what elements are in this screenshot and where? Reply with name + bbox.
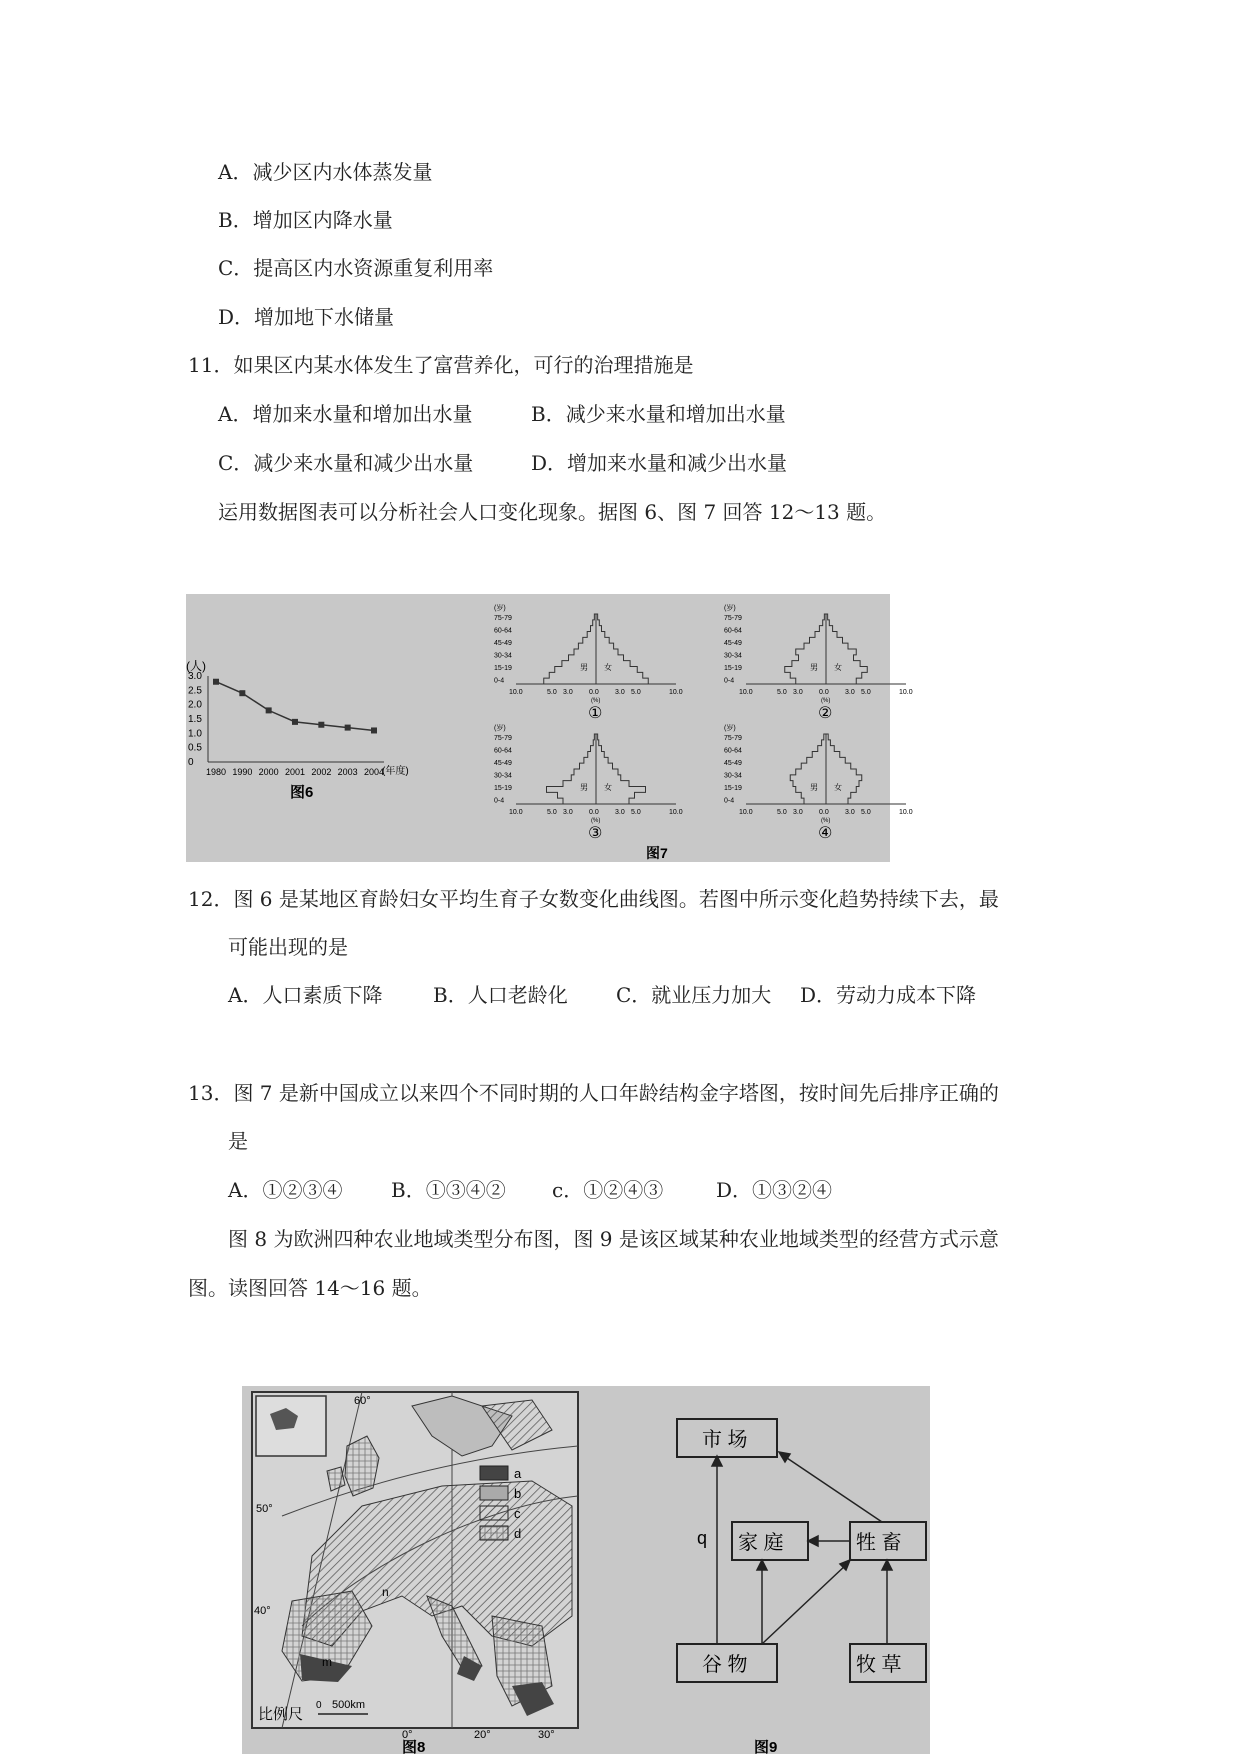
fig7-male-label: 男 bbox=[810, 783, 818, 792]
scale-zero: 0 bbox=[316, 1700, 322, 1711]
fig6-ytick: 1.0 bbox=[188, 728, 202, 740]
fig6-xtick: 2001 bbox=[285, 767, 306, 777]
fig7-female-outline bbox=[826, 614, 867, 684]
q11-stem: 11．如果区内某水体发生了富营养化，可行的治理措施是 bbox=[188, 353, 694, 377]
fig7-x-tick: 5.0 bbox=[631, 809, 641, 816]
fig7-pct-unit: (%) bbox=[821, 818, 831, 824]
q12-option-d: D．劳动力成本下降 bbox=[800, 983, 977, 1007]
fig6-point bbox=[213, 679, 219, 685]
q13-option-b: B．①③④② bbox=[391, 1178, 506, 1202]
fig7-x-tick: 0.0 bbox=[819, 809, 829, 816]
fig7-x-tick: 3.0 bbox=[793, 809, 803, 816]
fig7-male-label: 男 bbox=[580, 783, 588, 792]
fig6-x-unit: (年度) bbox=[382, 766, 409, 777]
legend-d: d bbox=[514, 1526, 522, 1541]
fig6-xtick: 1980 bbox=[206, 767, 227, 777]
fig7-age-tick: 0-4 bbox=[494, 797, 505, 805]
fig7-x-tick: 5.0 bbox=[547, 809, 557, 816]
fig7-female-label: 女 bbox=[604, 663, 612, 672]
q11-option-d: D．增加来水量和减少出水量 bbox=[531, 451, 788, 475]
fig7-age-tick: 0-4 bbox=[724, 797, 735, 805]
fig7-age-tick: 60-64 bbox=[724, 627, 742, 635]
fig7-age-unit: (岁) bbox=[494, 725, 506, 732]
fig6-ytick: 2.0 bbox=[188, 699, 202, 711]
q13-stem-line2: 是 bbox=[228, 1129, 248, 1153]
figure-8-9-panel bbox=[242, 1386, 930, 1754]
q11-option-c: C．减少来水量和减少出水量 bbox=[218, 451, 474, 475]
fig7-label-4: ④ bbox=[818, 825, 833, 842]
fig7-x-tick: 0.0 bbox=[589, 809, 599, 816]
fig7-x-tick: 5.0 bbox=[777, 809, 787, 816]
fig6-point bbox=[345, 725, 351, 731]
intro-14-16-line1: 图 8 为欧洲四种农业地域类型分布图，图 9 是该区域某种农业地域类型的经营方式示意 bbox=[228, 1227, 999, 1251]
lon-20: 20° bbox=[474, 1729, 491, 1741]
q10-option-d: D．增加地下水储量 bbox=[218, 305, 395, 329]
q12-option-a: A．人口素质下降 bbox=[228, 983, 383, 1007]
fig7-x-tick: 3.0 bbox=[615, 809, 625, 816]
fig7-x-tick: 3.0 bbox=[845, 689, 855, 696]
fig7-age-tick: 15-19 bbox=[494, 665, 512, 672]
lat-50: 50° bbox=[256, 1503, 273, 1515]
fig6-xtick: 2003 bbox=[337, 767, 358, 777]
fig6-unit-label: (人) bbox=[186, 659, 206, 673]
fig7-female-label: 女 bbox=[834, 663, 842, 672]
fig7-age-tick: 0-4 bbox=[494, 677, 505, 685]
lon-0: 0° bbox=[402, 1729, 413, 1741]
fig7-male-label: 男 bbox=[580, 663, 588, 672]
q12-stem-line1: 12．图 6 是某地区育龄妇女平均生育子女数变化曲线图。若图中所示变化趋势持续下去，最 bbox=[188, 887, 999, 911]
q10-option-c: C．提高区内水资源重复利用率 bbox=[218, 256, 494, 280]
box-market-label: 市 场 bbox=[702, 1429, 748, 1451]
box-family-label: 家 庭 bbox=[738, 1532, 784, 1554]
fig6-ytick: 0 bbox=[188, 757, 194, 768]
q11-option-b: B．减少来水量和增加出水量 bbox=[531, 402, 786, 426]
legend-a: a bbox=[514, 1466, 522, 1481]
fig7-age-tick: 0-4 bbox=[724, 677, 735, 685]
fig7-male-outline bbox=[790, 734, 826, 804]
fig7-age-tick: 45-49 bbox=[724, 640, 742, 647]
fig7-age-tick: 45-49 bbox=[494, 760, 512, 767]
q12-option-b: B．人口老龄化 bbox=[433, 983, 568, 1007]
fig7-x-tick: 10.0 bbox=[899, 689, 913, 696]
fig7-age-unit: (岁) bbox=[724, 605, 736, 612]
fig7-x-tick: 0.0 bbox=[819, 689, 829, 696]
fig7-pct-unit: (%) bbox=[591, 818, 601, 824]
intro-14-16-line2: 图。读图回答 14～16 题。 bbox=[188, 1276, 432, 1300]
box-grain-label: 谷 物 bbox=[702, 1654, 748, 1676]
fig7-age-tick: 30-34 bbox=[494, 652, 512, 660]
fig7-pyramid-4 bbox=[724, 723, 913, 842]
fig7-male-outline bbox=[785, 614, 826, 684]
fig7-male-outline bbox=[547, 734, 597, 804]
fig7-x-tick: 5.0 bbox=[861, 689, 871, 696]
fig7-x-tick: 5.0 bbox=[631, 689, 641, 696]
fig7-age-tick: 75-79 bbox=[494, 735, 512, 742]
fig6-point bbox=[371, 727, 377, 733]
lon-30: 30° bbox=[538, 1729, 555, 1741]
fig6-xtick: 2000 bbox=[258, 767, 279, 777]
fig6-point bbox=[292, 719, 298, 725]
fig7-age-tick: 15-19 bbox=[724, 665, 742, 672]
fig6-point bbox=[266, 707, 272, 713]
fig6-point bbox=[318, 722, 324, 728]
fig7-x-tick: 3.0 bbox=[615, 689, 625, 696]
q12-option-c: C．就业压力加大 bbox=[616, 983, 772, 1007]
fig7-age-unit: (岁) bbox=[494, 605, 506, 612]
fig7-x-tick: 3.0 bbox=[793, 689, 803, 696]
fig8-caption: 图8 bbox=[402, 1739, 426, 1756]
box-forage-label: 牧 草 bbox=[856, 1654, 902, 1676]
fig7-pct-unit: (%) bbox=[591, 698, 601, 704]
fig7-x-tick: 0.0 bbox=[589, 689, 599, 696]
fig9-diagram bbox=[677, 1419, 926, 1756]
place-mark-m: m bbox=[322, 1655, 332, 1669]
q13-option-d: D．①③②④ bbox=[716, 1178, 833, 1202]
q12-stem-line2: 可能出现的是 bbox=[228, 935, 348, 959]
fig6-ytick: 0.5 bbox=[188, 742, 202, 754]
fig7-female-outline bbox=[596, 614, 648, 684]
fig7-female-label: 女 bbox=[834, 783, 842, 792]
fig7-age-tick: 60-64 bbox=[494, 627, 512, 635]
fig7-caption: 图7 bbox=[646, 845, 668, 861]
fig7-age-tick: 75-79 bbox=[494, 615, 512, 622]
fig7-x-tick: 10.0 bbox=[739, 809, 753, 816]
fig7-age-tick: 75-79 bbox=[724, 615, 742, 622]
fig9-caption: 图9 bbox=[754, 1739, 778, 1756]
fig7-age-tick: 15-19 bbox=[724, 785, 742, 792]
fig7-age-tick: 30-34 bbox=[724, 652, 742, 660]
fig7-label-3: ③ bbox=[588, 825, 603, 842]
fig7-female-outline bbox=[596, 734, 646, 804]
fig7-x-tick: 10.0 bbox=[509, 809, 523, 816]
fig7-label-2: ② bbox=[818, 705, 833, 722]
fig7-age-tick: 45-49 bbox=[494, 640, 512, 647]
q13-option-c: c．①②④③ bbox=[552, 1178, 664, 1202]
fig6-point bbox=[239, 690, 245, 696]
fig7-x-tick: 5.0 bbox=[861, 809, 871, 816]
fig6-ytick: 1.5 bbox=[188, 714, 202, 725]
fig7-x-tick: 3.0 bbox=[845, 809, 855, 816]
fig7-age-tick: 45-49 bbox=[724, 760, 742, 767]
q13-stem-line1: 13．图 7 是新中国成立以来四个不同时期的人口年龄结构金字塔图，按时间先后排序正确的 bbox=[188, 1081, 999, 1105]
fig6-ytick: 2.5 bbox=[188, 685, 202, 697]
legend-c: c bbox=[514, 1506, 521, 1521]
intro-12-13: 运用数据图表可以分析社会人口变化现象。据图 6、图 7 回答 12～13 题。 bbox=[218, 500, 887, 524]
fig7-x-tick: 10.0 bbox=[669, 689, 683, 696]
lat-40: 40° bbox=[254, 1605, 271, 1617]
fig6-ytick: 3.0 bbox=[188, 671, 202, 682]
fig6-xtick: 1990 bbox=[232, 767, 253, 777]
figure-6-7-panel bbox=[186, 594, 913, 862]
fig7-x-tick: 10.0 bbox=[899, 809, 913, 816]
fig7-x-tick: 5.0 bbox=[777, 689, 787, 696]
fig6-xtick: 2002 bbox=[311, 767, 332, 777]
fig7-age-tick: 15-19 bbox=[494, 785, 512, 792]
scale-value: 500km bbox=[332, 1699, 366, 1711]
fig7-pyramid-1 bbox=[494, 603, 683, 722]
fig7-x-tick: 3.0 bbox=[563, 809, 573, 816]
fig7-female-outline bbox=[826, 734, 862, 804]
q13-option-a: A．①②③④ bbox=[228, 1178, 343, 1202]
fig7-age-tick: 30-34 bbox=[494, 772, 512, 780]
fig7-pyramid-2 bbox=[724, 603, 913, 722]
fig7-age-tick: 30-34 bbox=[724, 772, 742, 780]
box-livestock-label: 牲 畜 bbox=[856, 1532, 902, 1554]
fig7-label-1: ① bbox=[588, 705, 603, 722]
lat-60: 60° bbox=[354, 1395, 371, 1407]
fig7-age-tick: 60-64 bbox=[724, 747, 742, 755]
fig7-x-tick: 10.0 bbox=[669, 809, 683, 816]
fig7-age-unit: (岁) bbox=[724, 725, 736, 732]
place-mark-n: n bbox=[382, 1585, 389, 1599]
fig7-pct-unit: (%) bbox=[821, 698, 831, 704]
fig6-caption: 图6 bbox=[290, 784, 314, 801]
q-label: q bbox=[697, 1528, 708, 1548]
fig7-x-tick: 10.0 bbox=[509, 689, 523, 696]
fig7-age-tick: 75-79 bbox=[724, 735, 742, 742]
scale-label: 比例尺 bbox=[258, 1706, 304, 1723]
fig7-x-tick: 10.0 bbox=[739, 689, 753, 696]
q10-option-a: A．减少区内水体蒸发量 bbox=[218, 160, 433, 184]
fig7-x-tick: 3.0 bbox=[563, 689, 573, 696]
q11-option-a: A．增加来水量和增加出水量 bbox=[218, 402, 473, 426]
fig7-x-tick: 5.0 bbox=[547, 689, 557, 696]
fig7-female-label: 女 bbox=[604, 783, 612, 792]
fig7-pyramid-3 bbox=[494, 723, 683, 842]
fig7-male-outline bbox=[544, 614, 596, 684]
fig7-male-label: 男 bbox=[810, 663, 818, 672]
legend-b: b bbox=[514, 1486, 522, 1501]
fig7-age-tick: 60-64 bbox=[494, 747, 512, 755]
fig6-xtick: 2004 bbox=[364, 767, 385, 777]
q10-option-b: B．增加区内降水量 bbox=[218, 208, 393, 232]
